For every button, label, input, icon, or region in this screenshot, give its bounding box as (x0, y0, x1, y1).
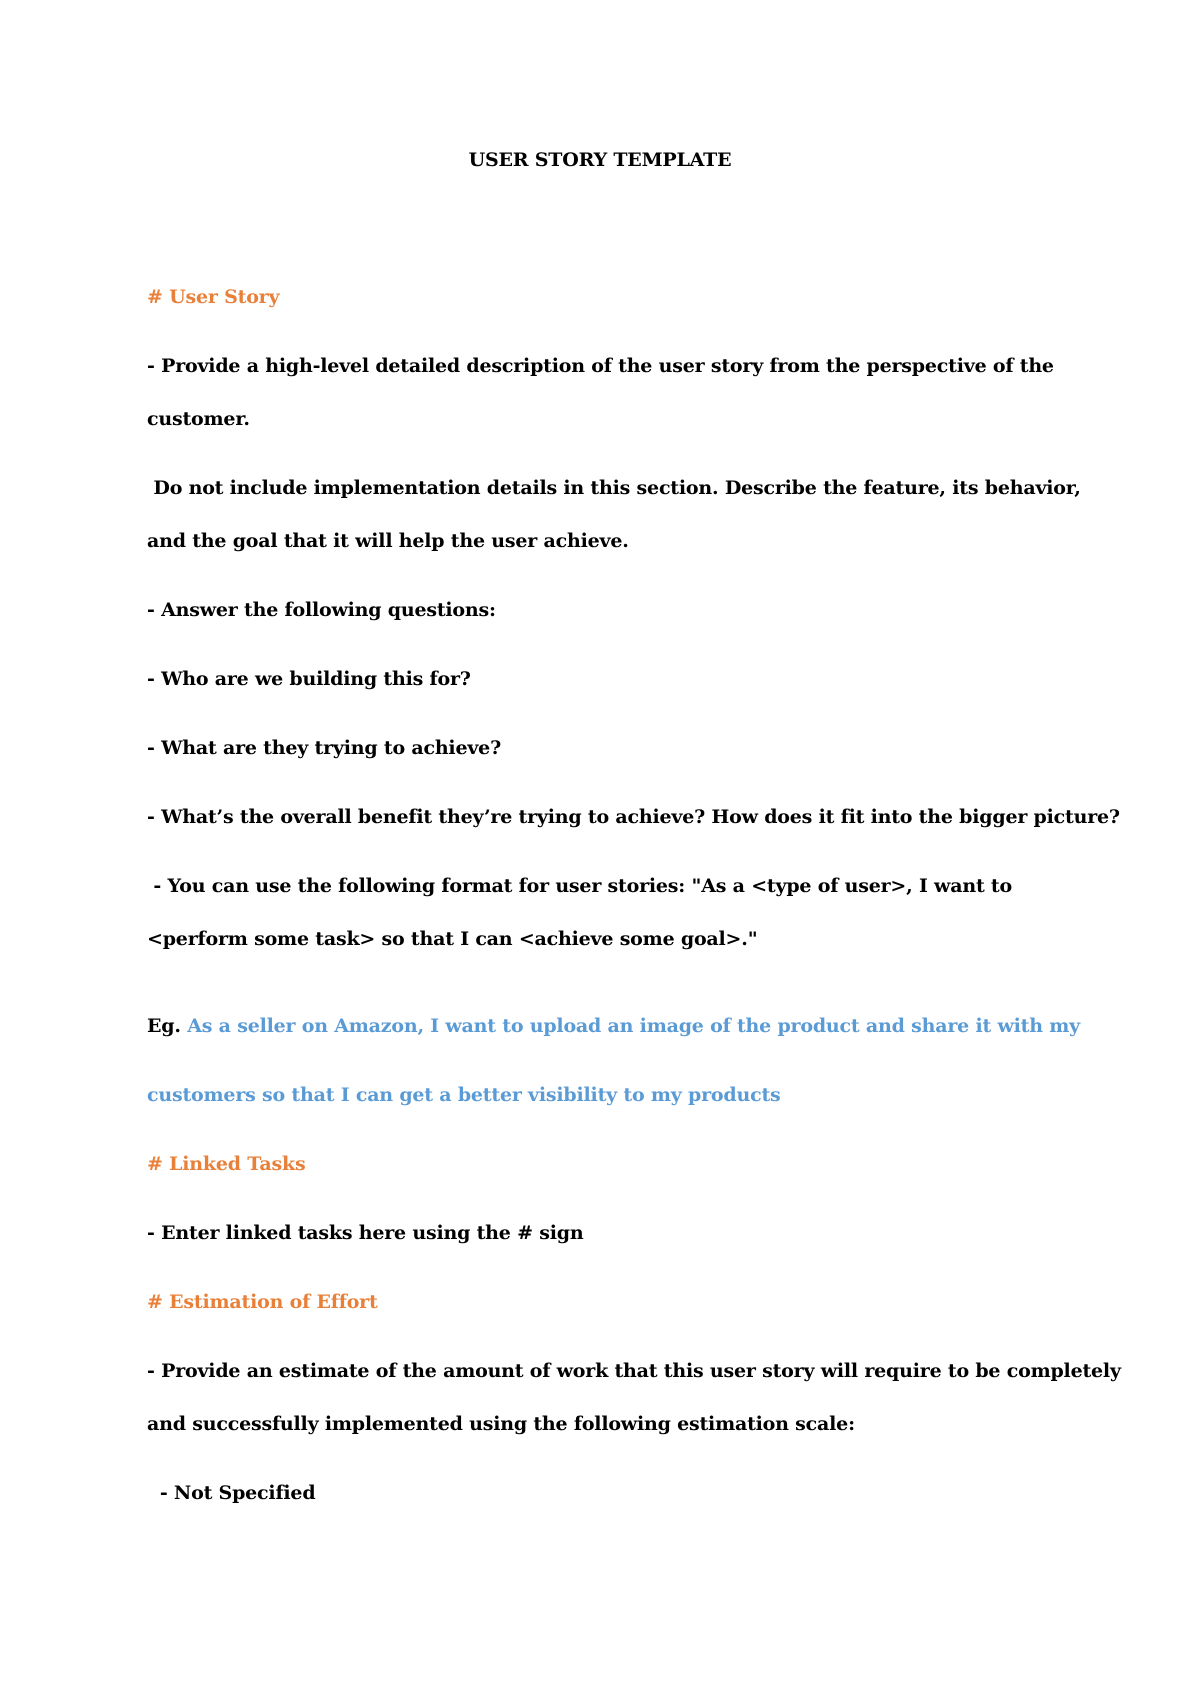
description-line-1: - Provide a high-level detailed description of the user story from the perspective of the (147, 355, 1054, 377)
example-text-1: As a seller on Amazon, I want to upload an image of the product and share it with my (187, 1015, 1080, 1037)
linked-tasks-text: - Enter linked tasks here using the # sign (147, 1222, 584, 1244)
example-line-2: customers so that I can get a better visibility to my products (147, 1084, 781, 1106)
example-line-1 (147, 1014, 1080, 1038)
linked-tasks-heading: # Linked Tasks (147, 1153, 306, 1175)
format-line-2: <perform some task> so that I can <achieve some goal>." (147, 928, 758, 950)
answer-questions-text: - Answer the following questions: (147, 599, 496, 621)
format-line-1: - You can use the following format for user stories: "As a <type of user>, I want to (147, 875, 1012, 897)
question-who: - Who are we building this for? (147, 668, 471, 690)
description-line-2: customer. (147, 408, 250, 430)
estimation-item-not-specified: - Not Specified (147, 1482, 316, 1504)
question-what: - What are they trying to achieve? (147, 737, 501, 759)
estimation-line-1: - Provide an estimate of the amount of work that this user story will require to be completely (147, 1360, 1121, 1382)
estimation-line-2: and successfully implemented using the following estimation scale: (147, 1413, 855, 1435)
estimation-heading: # Estimation of Effort (147, 1291, 378, 1313)
question-benefit: - What’s the overall benefit they’re trying to achieve? How does it fit into the bigger picture? (147, 806, 1120, 828)
implementation-note-line-2: and the goal that it will help the user achieve. (147, 530, 629, 552)
document-title: USER STORY TEMPLATE (468, 149, 732, 171)
example-prefix: Eg. (147, 1015, 181, 1037)
user-story-heading: # User Story (147, 286, 280, 308)
implementation-note-line-1: Do not include implementation details in this section. Describe the feature, its behavior, (147, 477, 1081, 499)
